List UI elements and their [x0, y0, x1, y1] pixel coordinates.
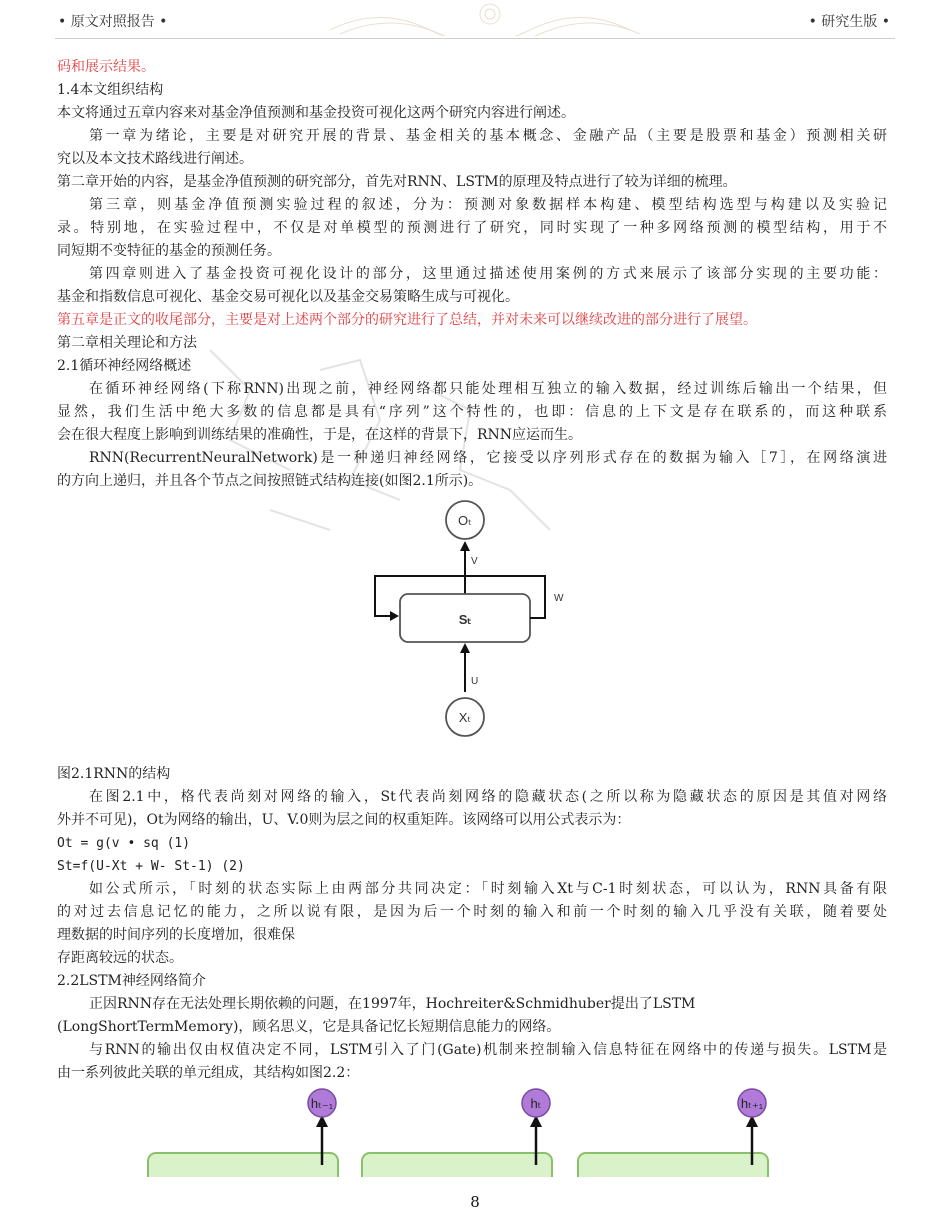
paragraph-line: 的对过去信息记忆的能力，之所以说有限，是因为后一个时刻的输入和前一个时刻的输入几乎没有关联，随着要处: [57, 904, 887, 920]
paragraph-line: 在图2.1中，格代表尚刻对网络的输入，St代表尚刻网络的隐藏状态(之所以称为隐藏状态的原因是其值对网络: [89, 789, 887, 805]
paragraph-line: 显然，我们生活中绝大多数的信息都是具有“序列”这个特性的，也即：信息的上下文是存在联系的，而这种联系: [57, 404, 887, 420]
lstm-chain-figure: [140, 1085, 800, 1177]
figure-2-1-caption: 图2.1RNN的结构: [57, 766, 171, 782]
header-left-label: • 原文对照报告 •: [58, 14, 168, 30]
hidden-state-label: Sₜ: [458, 612, 472, 627]
paragraph-line: 如公式所示，「时刻的状态实际上由两部分共同决定：「时刻输入Xt与C-1时刻状态，可以认为，RNN具备有限: [89, 881, 887, 897]
output-node-label: Oₜ: [458, 513, 472, 528]
paragraph-line: 本文将通过五章内容来对基金净值预测和基金投资可视化这两个研究内容进行阐述。: [57, 105, 575, 121]
w-weight-label: W: [554, 593, 564, 604]
paragraph-line: 2.1循环神经网络概述: [57, 358, 192, 374]
paragraph-line: 第五章是正文的收尾部分，主要是对上述两个部分的研究进行了总结，并对未来可以继续改进的部分进行了展望。: [57, 312, 757, 328]
paragraph-line: 2.2LSTM神经网络简介: [57, 973, 206, 989]
page-number: 8: [470, 1193, 480, 1211]
v-weight-label: V: [471, 556, 478, 567]
paragraph-line: 究以及本文技术路线进行阐述。: [57, 151, 253, 167]
paragraph-line: 存距离较远的状态。: [57, 950, 183, 966]
paragraph-line: 同短期不变特征的基金的预测任务。: [57, 243, 281, 259]
header-ornament: [320, 0, 660, 36]
input-node-label: Xₜ: [458, 710, 472, 725]
lstm-cell-1: [148, 1089, 338, 1177]
paragraph-line: RNN(RecurrentNeuralNetwork)是一种递归神经网络，它接受以序列形式存在的数据为输入［7］，在网络演进: [89, 450, 887, 466]
h-node-current-label: hₜ: [530, 1096, 542, 1111]
paragraph-line: 第二章相关理论和方法: [57, 335, 197, 351]
header-divider: [55, 38, 895, 39]
paragraph-line: (LongShortTermMemory)，顾名思义，它是具备记忆长短期信息能力的网络。: [57, 1019, 561, 1035]
paragraph-line: 会在很大程度上影响到训练结果的准确性，于是，在这样的背景下，RNN应运而生。: [57, 427, 583, 443]
paragraph-line: 1.4本文组织结构: [57, 82, 164, 98]
body-text-top: [57, 56, 887, 493]
h-node-next-label: hₜ₊₁: [740, 1096, 764, 1111]
paragraph-line: 录。特别地，在实验过程中，不仅是对单模型的预测进行了研究，同时实现了一种多网络预测的模型结构，用于不: [57, 220, 887, 236]
page-header: [0, 0, 950, 44]
paragraph-line: 由一系列彼此关联的单元组成，其结构如图2.2：: [57, 1065, 360, 1081]
paragraph-line: 第二章开始的内容，是基金净值预测的研究部分，首先对RNN、LSTM的原理及特点进行了较为详细的梳理。: [57, 174, 737, 190]
header-right-label: • 研究生版 •: [808, 14, 890, 30]
paragraph-line: 正因RNN存在无法处理长期依赖的问题，在1997年，Hochreiter&Schmidhuber提出了LSTM: [89, 996, 696, 1012]
paragraph-line: Ot = g(v • sq (1): [57, 836, 191, 851]
paragraph-line: 理数据的时间序列的长度增加，很难保: [57, 927, 295, 943]
paragraph-line: 第四章则进入了基金投资可视化设计的部分，这里通过描述使用案例的方式来展示了该部分实现的主要功能：: [89, 266, 887, 282]
lstm-cell-2: [362, 1089, 552, 1177]
rnn-structure-figure: [365, 498, 590, 743]
paragraph-line: 的方向上递归，并且各个节点之间按照链式结构连接(如图2.1所示)。: [57, 473, 483, 489]
paragraph-line: 外并不可见)，Ot为网络的输出，U、V.0则为层之间的权重矩阵。该网络可以用公式表示为：: [57, 812, 631, 828]
paragraph-line: St=f(U-Xt + W- St-1) (2): [57, 859, 245, 874]
paragraph-line: 基金和指数信息可视化、基金交易可视化以及基金交易策略生成与可视化。: [57, 289, 519, 305]
paragraph-line: 码和展示结果。: [57, 59, 155, 75]
body-text-bottom: [57, 786, 887, 1085]
paragraph-line: 第一章为绪论，主要是对研究开展的背景、基金相关的基本概念、金融产品（主要是股票和基金）预测相关研: [89, 128, 887, 144]
paragraph-line: 与RNN的输出仅由权值决定不同，LSTM引入了门(Gate)机制来控制输入信息特征在网络中的传递与损失。LSTM是: [89, 1042, 887, 1058]
u-weight-label: U: [471, 676, 479, 687]
lstm-cell-3: [578, 1089, 768, 1177]
paragraph-line: 在循环神经网络(下称RNN)出现之前，神经网络都只能处理相互独立的输入数据，经过训练后输出一个结果，但: [89, 381, 887, 397]
h-node-prev-label: hₜ₋₁: [310, 1096, 334, 1111]
paragraph-line: 第三章，则基金净值预测实验过程的叙述，分为：预测对象数据样本构建、模型结构选型与构建以及实验记: [89, 197, 887, 213]
